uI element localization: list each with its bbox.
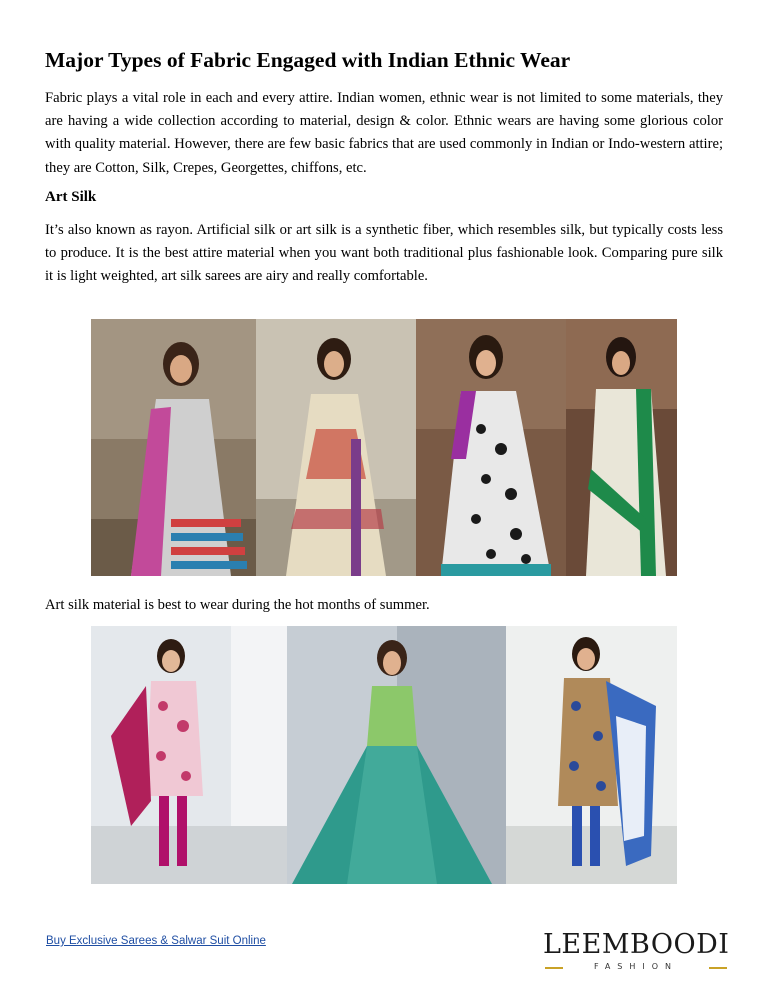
logo-divider-left	[545, 967, 563, 969]
art-silk-caption: Art silk material is best to wear during the hot months of summer.	[45, 597, 430, 613]
logo-divider-right	[709, 967, 727, 969]
logo-tagline: FASHION	[593, 962, 679, 971]
saree-photo-3	[416, 319, 566, 576]
intro-paragraph: Fabric plays a vital role in each and every attire. Indian women, ethnic wear is not limited to some materials, they are having a wide collection according to material, design & color. Ethnic wears are having some glorious color with quality material. However, there are few basic fabrics that are used commonly in Indian or Indo-western attire; they are Cotton, Silk, Crepes, Georgettes, chiffons, etc.	[45, 90, 723, 176]
salwar-photo-1	[91, 626, 287, 884]
art-silk-paragraph: It’s also known as rayon. Artificial silk or art silk is a synthetic fiber, which resembles silk, but typically costs less to produce. It is the best attire material when you want both traditional plus fashionable look. Comparing pure silk it is light weighted, art silk sarees are airy and really comfortable.	[45, 222, 723, 285]
saree-photo-strip	[91, 319, 677, 576]
salwar-photo-2	[506, 626, 677, 884]
saree-photo-1	[91, 319, 256, 576]
document-title: Major Types of Fabric Engaged with Indian Ethnic Wear	[45, 48, 571, 72]
saree-photo-4	[566, 319, 677, 576]
gown-photo	[287, 626, 506, 884]
saree-photo-2	[256, 319, 416, 576]
buy-online-link[interactable]: Buy Exclusive Sarees & Salwar Suit Online	[46, 935, 266, 947]
salwar-photo-strip	[91, 626, 677, 884]
logo-wordmark: LEEMBOODI	[543, 929, 730, 960]
section-heading-art-silk: Art Silk	[45, 189, 97, 205]
leemboodi-logo	[543, 930, 729, 976]
